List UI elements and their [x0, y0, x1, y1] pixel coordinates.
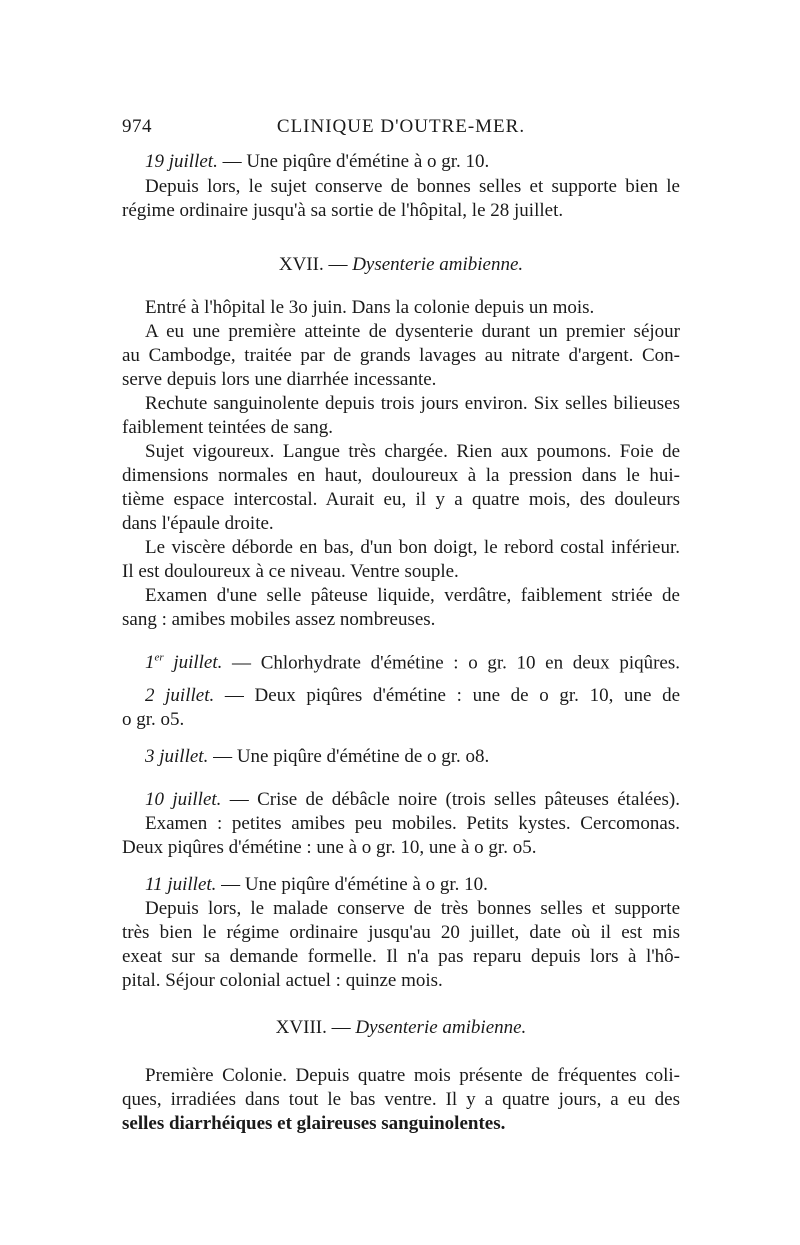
paragraph-line: Depuis lors, le sujet conserve de bonnes selles et supporte bien le [145, 176, 680, 197]
paragraph-line: selles diarrhéiques et glaireuses sanguinolentes. [122, 1113, 506, 1134]
page-header [122, 116, 680, 142]
paragraph-line: ques, irradiées dans tout le bas ventre. Il y a quatre jours, a eu des [122, 1089, 680, 1110]
date-label [145, 652, 222, 673]
paragraph-line: Examen : petites amibes peu mobiles. Petits kystes. Cercomonas. [145, 813, 680, 834]
section-heading [122, 253, 680, 277]
paragraph-line: Examen d'une selle pâteuse liquide, verdâtre, faiblement striée de [145, 585, 680, 606]
section-title: Dysenterie amibienne. [355, 1017, 527, 1038]
section-number: XVIII. — [275, 1017, 351, 1038]
paragraph-line: o gr. o5. [122, 709, 185, 730]
diary-entry [145, 684, 680, 708]
paragraph-line: dans l'épaule droite. [122, 513, 274, 534]
diary-entry [145, 646, 680, 675]
running-title: CLINIQUE D'OUTRE-MER. [276, 116, 526, 137]
paragraph-line: Rechute sanguinolente depuis trois jours environ. Six selles bilieuses [145, 393, 680, 414]
paragraph-line: A eu une première atteinte de dysenterie durant un premier séjour [145, 321, 680, 342]
line-text: — Crise de débâcle noire (trois selles pâteuses étalées). [221, 789, 680, 810]
date-label: 3 juillet. [145, 746, 209, 767]
paragraph-line: Entré à l'hôpital le 3o juin. Dans la colonie depuis un mois. [145, 297, 595, 318]
paragraph-line: très bien le régime ordinaire jusqu'au 20 juillet, date où il est mis [122, 922, 680, 943]
diary-entry [145, 788, 680, 812]
paragraph-line: tième espace intercostal. Aurait eu, il y a quatre mois, des douleurs [122, 489, 680, 510]
paragraph-line: Il est douloureux à ce niveau. Ventre souple. [122, 561, 459, 582]
paragraph-line: exeat sur sa demande formelle. Il n'a pas reparu depuis lors à l'hô- [122, 946, 680, 967]
section-title: Dysenterie amibienne. [352, 254, 524, 275]
section-number: XVII. — [278, 254, 348, 275]
diary-entry [145, 745, 680, 769]
diary-entry [145, 873, 680, 897]
paragraph-line: dimensions normales en haut, douloureux à la pression dans le hui- [122, 465, 680, 486]
date-label: 19 juillet. [145, 151, 218, 172]
paragraph-line: au Cambodge, traitée par de grands lavages au nitrate d'argent. Con- [122, 345, 680, 366]
paragraph-line: régime ordinaire jusqu'à sa sortie de l'hôpital, le 28 juillet. [122, 200, 564, 221]
line-text: — Chlorhydrate d'émétine : o gr. 10 en deux piqûres. [222, 652, 681, 674]
paragraph-line: sang : amibes mobiles assez nombreuses. [122, 609, 436, 630]
page-number: 974 [122, 116, 152, 137]
line-text: — Une piqûre d'émétine à o gr. 10. [217, 151, 490, 172]
paragraph-line: faiblement teintées de sang. [122, 417, 334, 438]
paragraph-line: Sujet vigoureux. Langue très chargée. Rien aux poumons. Foie de [145, 441, 680, 462]
line-text: — Une piqûre d'émétine à o gr. 10. [216, 874, 488, 895]
date-label: 10 juillet. [145, 789, 222, 810]
paragraph-line: Depuis lors, le malade conserve de très bonnes selles et supporte [145, 898, 680, 919]
section-heading [122, 1016, 680, 1040]
date-month: juillet. [163, 652, 223, 674]
paragraph-line: Première Colonie. Depuis quatre mois présente de fréquentes coli- [145, 1065, 680, 1086]
paragraph-line: Le viscère déborde en bas, d'un bon doigt, le rebord costal inférieur. [145, 537, 680, 558]
paragraph-line: pital. Séjour colonial actuel : quinze mois. [122, 970, 443, 991]
paragraph-line: serve depuis lors une diarrhée incessante. [122, 369, 437, 390]
date-day: 1 [145, 652, 155, 674]
date-label: 2 juillet. [145, 685, 215, 706]
paragraph-line [145, 150, 680, 174]
paragraph-line: Deux piqûres d'émétine : une à o gr. 10, une à o gr. o5. [122, 837, 537, 858]
date-label: 11 juillet. [145, 874, 217, 895]
date-ordinal: er [154, 652, 164, 664]
line-text: — Une piqûre d'émétine de o gr. o8. [208, 746, 490, 767]
line-text: — Deux piqûres d'émétine : une de o gr. 10, une de [214, 685, 681, 706]
